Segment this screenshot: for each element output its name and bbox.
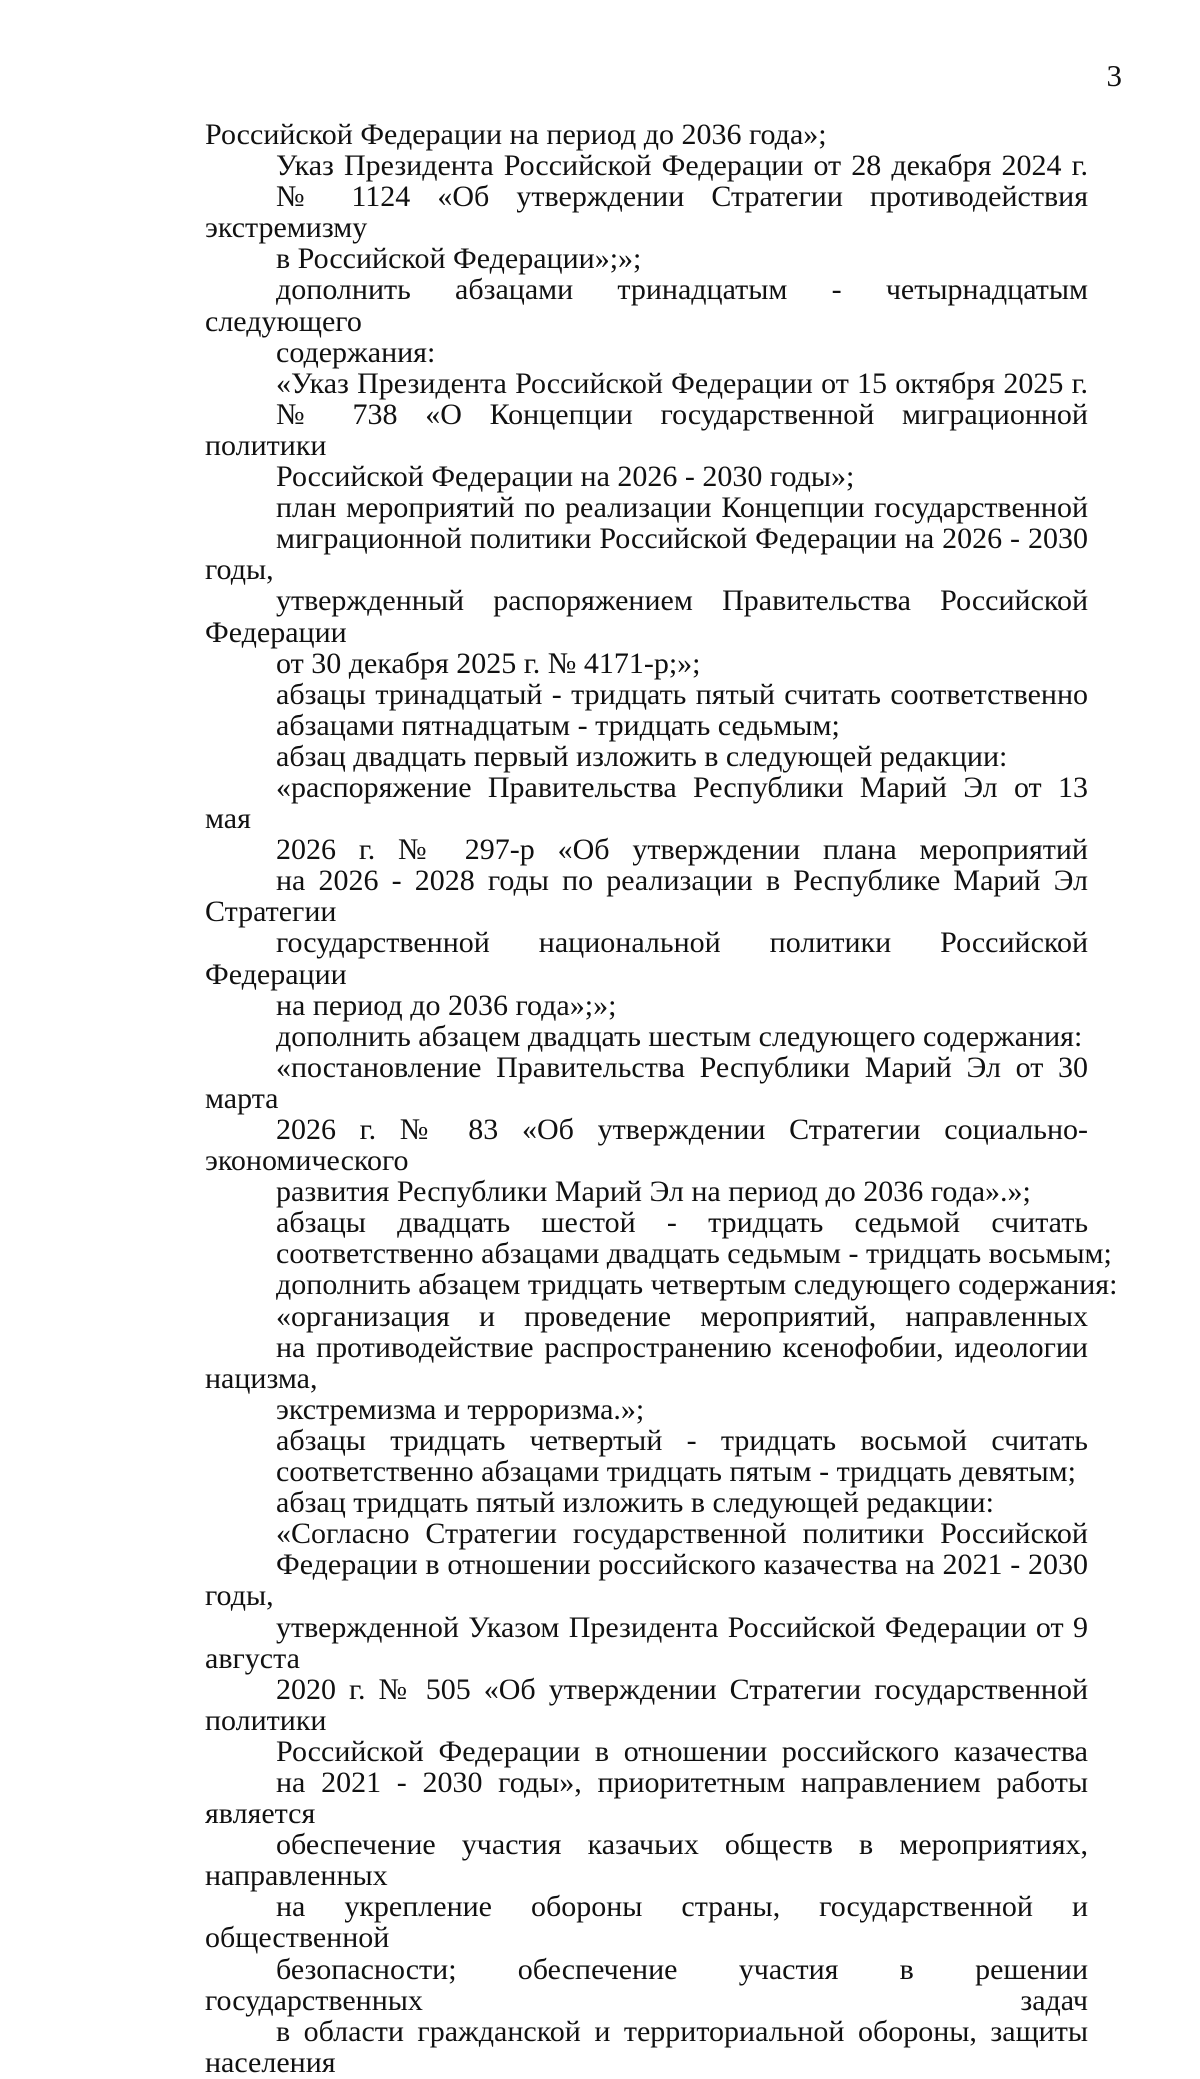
text-line: № 738 «О Концепции государственной миграционной политики — [205, 397, 1088, 462]
text-line: Российской Федерации на период до 2036 года»; — [205, 118, 827, 151]
text-line: на укрепление обороны страны, государственной и общественной — [205, 1890, 1088, 1955]
paragraph — [205, 1021, 1088, 1052]
text-line: соответственно абзацами тридцать пятым - тридцать девятым; — [276, 1455, 1076, 1489]
text-line: абзацы тридцать четвертый - тридцать восьмой считать — [276, 1423, 1088, 1457]
text-line: безопасности; обеспечение участия в решении государственных задач — [205, 1952, 1088, 2017]
paragraph — [205, 492, 1088, 679]
text-line: «Согласно Стратегии государственной политики Российской — [276, 1517, 1088, 1551]
text-line: на 2026 - 2028 годы по реализации в Республике Марий Эл Стратегии — [205, 864, 1088, 929]
text-line: «Указ Президента Российской Федерации от 15 октября 2025 г. — [276, 366, 1088, 400]
text-line: на противодействие распространению ксенофобии, идеологии нацизма, — [205, 1330, 1088, 1395]
text-line: абзацы тринадцатый - тридцать пятый считать соответственно — [276, 677, 1088, 711]
text-line: содержания: — [276, 335, 436, 369]
paragraph — [205, 1518, 1088, 2078]
text-line: утвержденной Указом Президента Российской Федерации от 9 августа — [205, 1610, 1088, 1675]
text-line: утвержденный распоряжением Правительства Российской Федерации — [205, 584, 1088, 649]
text-line: абзац тридцать пятый изложить в следующей редакции: — [276, 1486, 994, 1520]
paragraph — [205, 1206, 1112, 1271]
paragraph — [205, 1301, 1088, 1425]
paragraph — [205, 1425, 1088, 1487]
text-line: абзац двадцать первый изложить в следующей редакции: — [276, 739, 1008, 773]
text-line: 2020 г. № 505 «Об утверждении Стратегии государственной политики — [205, 1672, 1088, 1737]
paragraph — [205, 679, 1088, 741]
text-line: 2026 г. № 83 «Об утверждении Стратегии социально-экономического — [205, 1113, 1088, 1178]
text-line: от 30 декабря 2025 г. № 4171-р;»; — [276, 646, 701, 680]
text-line: дополнить абзацами тринадцатым - четырнадцатым следующего — [205, 273, 1088, 338]
text-line: государственной национальной политики Российской Федерации — [205, 926, 1088, 991]
text-line: Федерации в отношении российского казачества на 2021 - 2030 годы, — [205, 1548, 1088, 1613]
text-line: дополнить абзацем тридцать четвертым следующего содержания: — [276, 1268, 1118, 1302]
text-line: обеспечение участия казачьих обществ в мероприятиях, направленных — [205, 1828, 1088, 1893]
text-line: развития Республики Марий Эл на период до 2036 года».»; — [276, 1175, 1031, 1209]
paragraph — [205, 1487, 1088, 1518]
text-line: план мероприятий по реализации Концепции государственной — [276, 491, 1088, 525]
text-line: абзацы двадцать шестой - тридцать седьмой считать — [276, 1206, 1088, 1240]
text-line: «распоряжение Правительства Республики Марий Эл от 13 мая — [205, 770, 1088, 836]
text-line: экстремизма и терроризма.»; — [276, 1392, 645, 1426]
paragraph — [205, 150, 1088, 274]
text-line: дополнить абзацем двадцать шестым следующего содержания: — [276, 1019, 1083, 1053]
text-line: «организация и проведение мероприятий, направленных — [276, 1299, 1088, 1333]
page-number: 3 — [1106, 58, 1122, 93]
text-line: абзацами пятнадцатым - тридцать седьмым; — [276, 708, 840, 742]
paragraph — [205, 1268, 1118, 1302]
text-line: в Российской Федерации»;»; — [276, 242, 642, 276]
text-line: 2026 г. № 297-р «Об утверждении плана мероприятий — [276, 833, 1088, 867]
text-line: «постановление Правительства Республики Марий Эл от 30 марта — [205, 1050, 1088, 1115]
paragraph — [205, 119, 1088, 150]
text-line: миграционной политики Российской Федерации на 2026 - 2030 годы, — [205, 522, 1088, 587]
text-line: Указ Президента Российской Федерации от 28 декабря 2024 г. — [276, 149, 1088, 183]
text-line: на 2021 - 2030 годы», приоритетным направлением работы является — [205, 1765, 1088, 1831]
text-line: на период до 2036 года»;»; — [276, 988, 617, 1022]
paragraph — [205, 274, 1088, 367]
paragraph — [205, 368, 1088, 492]
text-line: соответственно абзацами двадцать седьмым - тридцать восьмым; — [276, 1237, 1112, 1271]
document-body — [205, 118, 1118, 2079]
paragraph — [205, 1052, 1088, 1207]
text-line: Российской Федерации на 2026 - 2030 годы»; — [276, 460, 855, 494]
text-line: № 1124 «Об утверждении Стратегии противодействия экстремизму — [205, 180, 1088, 245]
paragraph — [205, 772, 1088, 1021]
text-line: в области гражданской и территориальной обороны, защиты населения — [205, 2014, 1088, 2079]
paragraph — [205, 741, 1088, 772]
text-line: Российской Федерации в отношении российского казачества — [276, 1734, 1088, 1768]
